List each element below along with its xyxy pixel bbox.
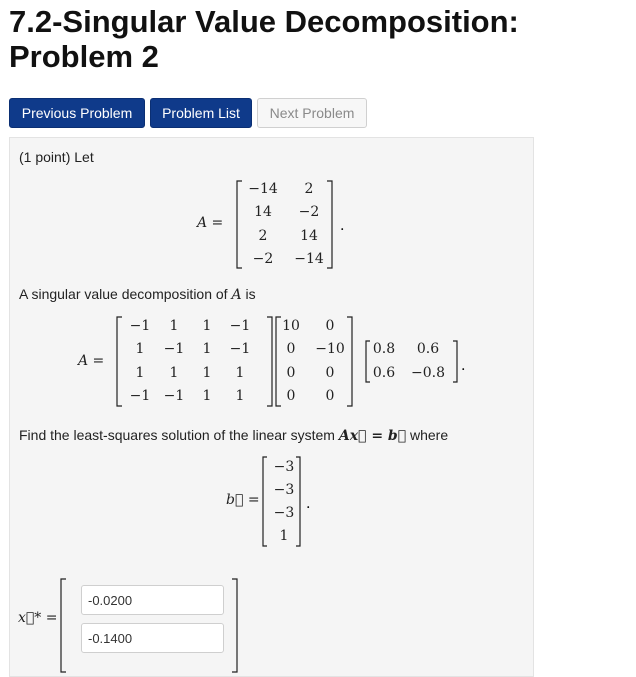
matrix-s-cell: 0 xyxy=(286,388,296,404)
matrix-u-cell: −1 xyxy=(163,388,185,404)
vector-b-cell: 1 xyxy=(279,528,289,544)
answer-x1-input[interactable] xyxy=(81,585,224,615)
matrix-u-cell: 1 xyxy=(202,341,212,357)
matrix-u-cell: −1 xyxy=(229,341,251,357)
find-instruction: Find the least-squares solution of the linear system Ax⃗ = b⃗ where xyxy=(19,427,449,444)
previous-problem-button[interactable]: Previous Problem xyxy=(9,98,145,128)
matrix-s-cell: 0 xyxy=(325,365,335,381)
matrix-u-cell: 1 xyxy=(235,365,245,381)
svg-text:.: . xyxy=(461,358,466,374)
vector-b-label: b⃗ = xyxy=(226,492,260,508)
answer-x-label: x⃗* = xyxy=(18,610,58,626)
matrix-u-cell: 1 xyxy=(202,365,212,381)
matrix-a-cell: 14 xyxy=(300,228,318,244)
matrix-u-cell: 1 xyxy=(169,318,179,334)
matrix-a-cell: 2 xyxy=(258,228,268,244)
matrix-a-cell: 14 xyxy=(254,204,272,220)
problem-list-button[interactable]: Problem List xyxy=(150,98,252,128)
matrix-a-cell: 2 xyxy=(304,181,314,197)
matrix-u-cell: −1 xyxy=(129,388,151,404)
matrix-a-cell: −2 xyxy=(298,204,320,220)
problem-intro: (1 point) Let xyxy=(19,149,94,165)
vector-b-cell: −3 xyxy=(273,482,295,498)
matrix-a-cell: −2 xyxy=(252,251,274,267)
matrix-u-cell: −1 xyxy=(129,318,151,334)
matrix-u-cell: 1 xyxy=(202,388,212,404)
matrix-u-cell: −1 xyxy=(229,318,251,334)
answer-x2-input[interactable] xyxy=(81,623,224,653)
matrix-u-cell: 1 xyxy=(169,365,179,381)
matrix-s-cell: 10 xyxy=(282,318,300,334)
matrix-v-cell: 0.8 xyxy=(372,341,396,357)
matrix-u-cell: 1 xyxy=(202,318,212,334)
svd-intro: A singular value decomposition of A is xyxy=(19,286,256,303)
matrix-u-cell: 1 xyxy=(135,365,145,381)
matrix-s-cell: −10 xyxy=(315,341,345,357)
matrix-u-cell: −1 xyxy=(163,341,185,357)
matrix-s-cell: 0 xyxy=(286,341,296,357)
vector-b-cell: −3 xyxy=(273,459,295,475)
matrix-u-cell: 1 xyxy=(235,388,245,404)
matrix-a-cell: −14 xyxy=(294,251,324,267)
vector-b-cell: −3 xyxy=(273,505,295,521)
matrix-u-cell: 1 xyxy=(135,341,145,357)
matrix-a-label: A = xyxy=(197,215,224,231)
matrix-v-cell: 0.6 xyxy=(372,365,396,381)
matrix-s-cell: 0 xyxy=(325,318,335,334)
matrix-s-cell: 0 xyxy=(286,365,296,381)
matrix-s-cell: 0 xyxy=(325,388,335,404)
matrix-v-cell: −0.8 xyxy=(411,365,445,381)
svg-text:.: . xyxy=(306,496,311,512)
svg-text:.: . xyxy=(340,218,345,234)
matrix-v-cell: 0.6 xyxy=(416,341,440,357)
page-title: 7.2-Singular Value Decomposition: Problem 2 xyxy=(9,4,519,74)
svd-a-label: A = xyxy=(78,353,105,369)
matrix-a-cell: −14 xyxy=(248,181,278,197)
next-problem-button[interactable]: Next Problem xyxy=(257,98,367,128)
